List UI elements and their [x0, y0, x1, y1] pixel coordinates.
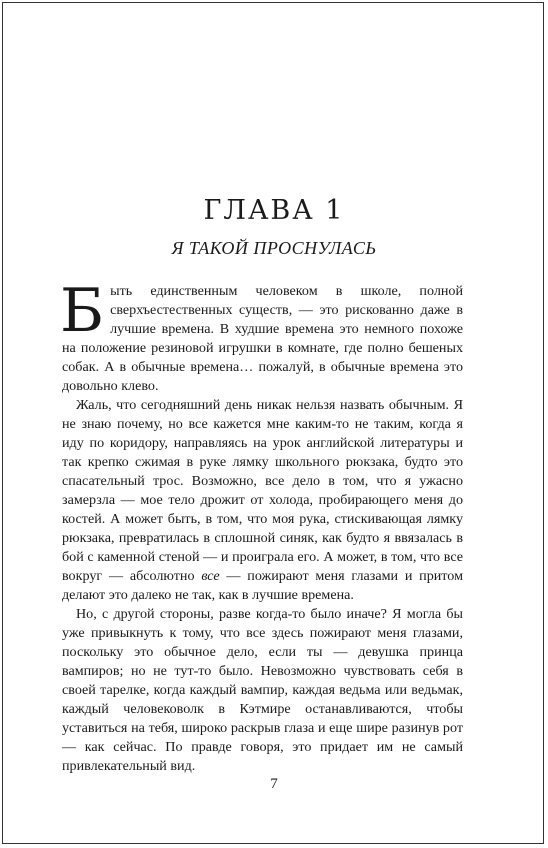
body-text: [60, 276, 463, 776]
paragraph-3: [62, 605, 463, 776]
page-number: 7: [270, 776, 278, 792]
paragraph-1-text: ыть единственным человеком в школе, полной сверхъестественных существ, — это рискованно даже в лучшие времена. В худшие времена это немного похоже на положение резиновой игрушки в комнате, где полно бешеных собак. А в обычные времена… пожалуй, в обычные времена это довольно клево.: [62, 283, 463, 394]
paragraph-3-text: Но, с другой стороны, разве когда-то было иначе? Я могла бы уже привыкнуть к тому, что все здесь пожирают меня глазами, поскольку это обычное дело, если ты — девушка принца вампиров; но не тут-то было. Невозможно чувствовать себя в своей тарелке, когда каждый вампир, каждая ведьма или ведьмак, каждый человековолк в Кэтмире останавливаются, чтобы уставиться на тебя, широко раскрыв глаза и еще шире разинув рот — как сейчас. По правде говоря, это придает им не самый привлекательный вид.: [62, 606, 463, 774]
paragraph-1: [60, 276, 463, 396]
paragraph-2: [62, 396, 463, 605]
drop-cap: Б: [60, 276, 105, 346]
chapter-subtitle: Я ТАКОЙ ПРОСНУЛАСЬ: [171, 238, 377, 258]
paragraph-2-text-after: — пожирают меня глазами и притом делают это далеко не так, как в лучшие времена.: [62, 568, 463, 603]
chapter-title: ГЛАВА 1: [203, 195, 345, 226]
paragraph-2-text: Жаль, что сегодняшний день никак нельзя назвать обычным. Я не знаю почему, но все кажется мне каким-то не таким, когда я иду по коридору, направляясь на урок английской литературы и так крепко сжимая в руке лямку школьного рюкзака, будто это спасательный трос. Возможно, все дело в том, что я ужасно замерзла — мое тело дрожит от холода, пробирающего меня до костей. А может быть, в том, что моя рука, стискивающая лямку рюкзака, превратилась в сплошной синяк, как будто я ввязалась в бой с каменной стеной — и проиграла его. А может, в том, что все вокруг — абсолютно: [62, 397, 463, 584]
paragraph-2-emphasis: все: [201, 568, 220, 584]
